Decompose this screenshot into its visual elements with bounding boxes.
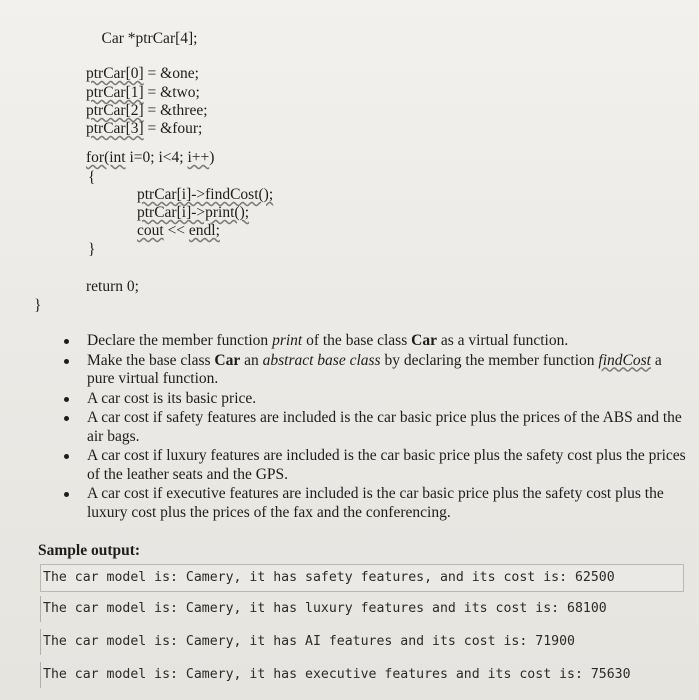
list-item: A car cost is its basic price. bbox=[60, 390, 692, 409]
code-body-cout: cout << endl; bbox=[137, 222, 220, 239]
code-body-findcost: ptrCar[i]->findCost(); bbox=[137, 186, 274, 203]
code-assign-2: ptrCar[2] = &three; bbox=[86, 102, 208, 119]
code-close-brace: } bbox=[88, 241, 96, 258]
code-assign-1: ptrCar[1] = &two; bbox=[86, 84, 200, 101]
code-return: return 0; bbox=[86, 278, 139, 295]
sample-output-line: The car model is: Camery, it has luxury features and its cost is: 68100 bbox=[40, 596, 683, 622]
list-item: A car cost if safety features are included is the car basic price plus the prices of the ABS and the air bags. bbox=[60, 409, 692, 446]
sample-output-line: The car model is: Camery, it has AI features and its cost is: 71900 bbox=[40, 629, 683, 655]
code-body-print: ptrCar[i]->print(); bbox=[137, 204, 250, 221]
list-item: Declare the member function print of the base class Car as a virtual function. bbox=[60, 332, 692, 351]
sample-output-line: The car model is: Camery, it has executive features and its cost is: 75630 bbox=[40, 662, 683, 688]
code-for-loop: for(int i=0; i<4; i++) bbox=[86, 149, 215, 166]
requirements-list bbox=[60, 332, 692, 523]
code-open-brace: { bbox=[88, 169, 96, 186]
code-outer-close-brace: } bbox=[34, 297, 42, 314]
sample-output-line: The car model is: Camery, it has safety features, and its cost is: 62500 bbox=[40, 564, 684, 592]
code-declaration: Car *ptrCar[4]; bbox=[101, 30, 198, 47]
list-item: A car cost if executive features are included is the car basic price plus the safety cost plus the luxury cost plus the prices of the fax and the conferencing. bbox=[60, 485, 692, 522]
code-assign-0: ptrCar[0] = &one; bbox=[86, 65, 199, 82]
list-item: Make the base class Car an abstract base class by declaring the member function findCost a pure virtual function. bbox=[60, 352, 692, 389]
list-item: A car cost if luxury features are included is the car basic price plus the safety cost plus the prices of the leather seats and the GPS. bbox=[60, 447, 692, 484]
code-assign-3: ptrCar[3] = &four; bbox=[86, 120, 203, 137]
sample-output-title: Sample output: bbox=[38, 542, 141, 559]
